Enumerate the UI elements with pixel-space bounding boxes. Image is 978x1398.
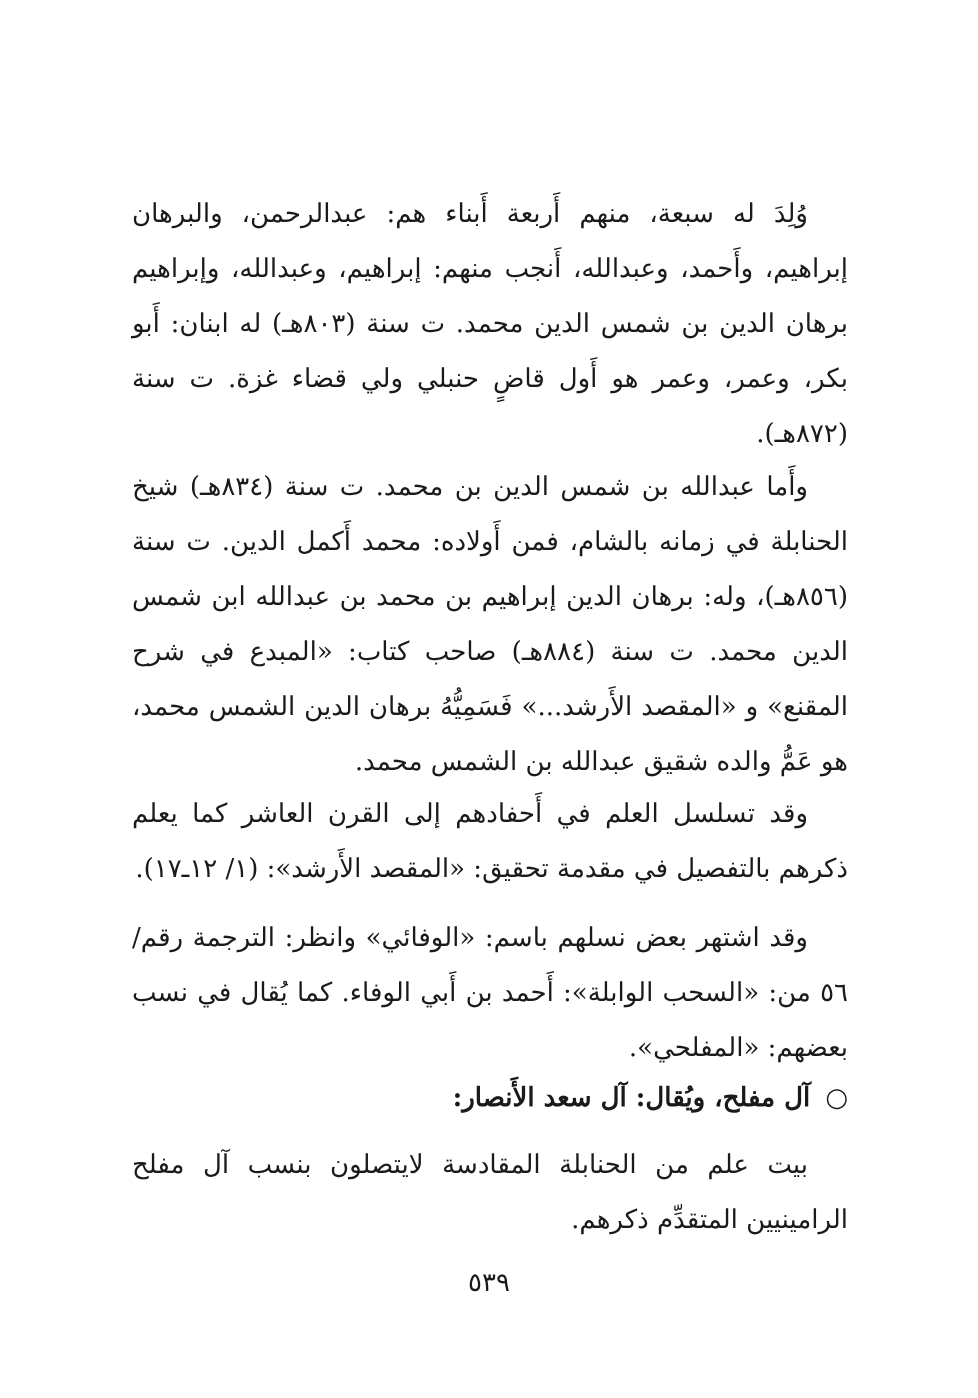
paragraph-text: وُلِدَ له سبعة، منهم أَربعة أَبناء هم: عبدالرحمن، والبرهان إبراهيم، وأَحمد، وعبدالله، أَنجب منهم: إبراهيم، وعبدالله، وإبراهيم برهان الدين بن شمس الدين محمد. ت سنة (٨٠٣هـ) له ابنان: أَبو بكر، وعمر، وعمر هو أَول قاضٍ حنبلي ولي قضاء غزة. ت سنة (٨٧٢هـ). [132,199,849,449]
paragraph-text: وأَما عبدالله بن شمس الدين بن محمد. ت سنة (٨٣٤هـ) شيخ الحنابلة في زمانه بالشام، فمن أَولاده: محمد أَكمل الدين. ت سنة (٨٥٦هـ)، وله: برهان الدين إبراهيم بن محمد بن عبدالله ابن شمس الدين محمد. ت سنة (٨٨٤هـ) صاحب كتاب: «المبدع في شرح المقنع» و «المقصد الأَرشد...» فَسَمِيُّهُ برهان الدين الشمس محمد، هو عَمُّ والده شقيق عبدالله بن الشمس محمد. [132,472,848,777]
paragraph-text: بيت علم من الحنابلة المقادسة لايتصلون بنسب آل مفلح الرامينيين المتقدِّم ذكرهم. [132,1150,848,1235]
paragraph-text: وقد تسلسل العلم في أَحفادهم إلى القرن العاشر كما يعلم ذكرهم بالتفصيل في مقدمة تحقيق: «المقصد الأَرشد»: (١/ ١٢ـ١٧). [132,799,848,884]
paragraph-abdullah [132,460,848,790]
paragraph-text: وقد اشتهر بعض نسلهم باسم: «الوفائي» وانظر: الترجمة رقم/ ٥٦ من: «السحب الوابلة»: أَحمد بن أَبي الوفاء. كما يُقال في نسب بعضهم: «المفلحي». [132,923,848,1063]
section-heading [132,1073,848,1123]
paragraph-sons [132,187,848,462]
paragraph-wafai [132,911,848,1076]
paragraph-section-body [132,1138,848,1248]
paragraph-descendants [132,787,848,897]
section-heading-text: آل مفلح، ويُقال: آل سعد الأَنصار: [452,1083,811,1113]
circle-bullet-icon: ○ [825,1083,848,1113]
page-number: ٥٣٩ [468,1268,510,1298]
